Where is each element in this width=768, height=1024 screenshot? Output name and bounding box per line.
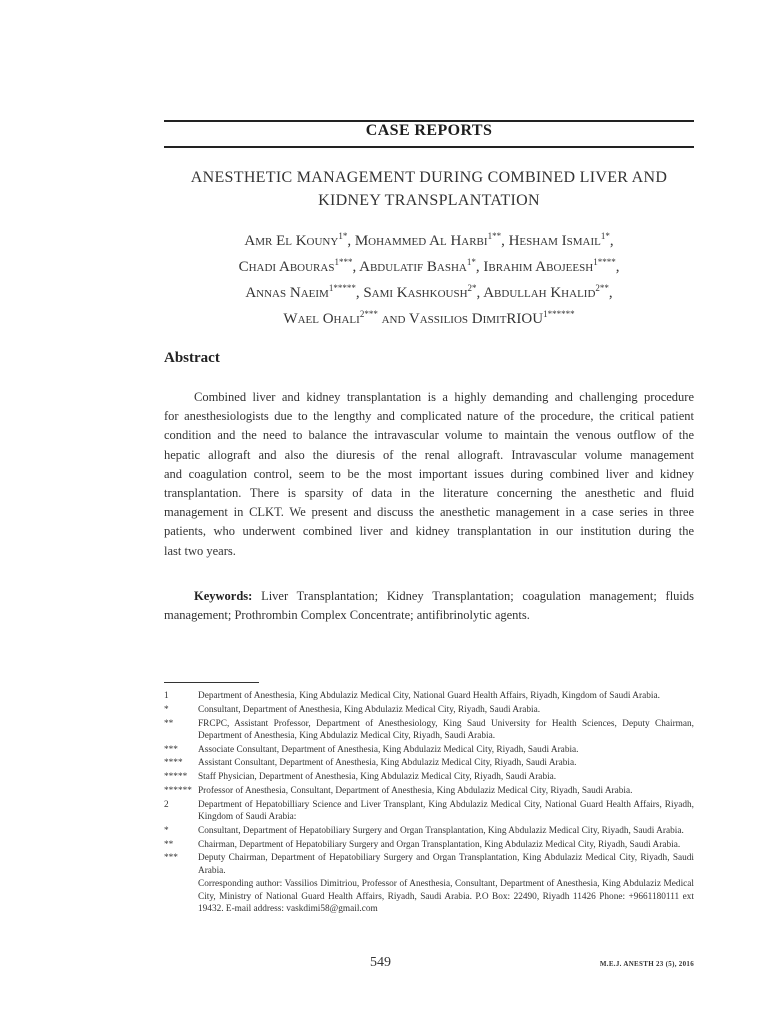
section-title: CASE REPORTS — [365, 122, 493, 139]
author-name: Chadi Abouras — [238, 259, 335, 275]
author-affiliation-mark: 1*** — [334, 257, 353, 267]
footnote-text: Consultant, Department of Anesthesia, King Abdulaziz Medical City, Riyadh, Saudi Arabia. — [198, 704, 541, 715]
author-affiliation-mark: 1* — [466, 257, 476, 267]
footnote-text: Department of Anesthesia, King Abdulaziz Medical City, National Guard Health Affairs, Riyadh, Kingdom of Saudi Arabia. — [198, 691, 660, 701]
footnote-separator — [164, 682, 259, 683]
author-affiliation-mark: 1** — [487, 231, 502, 241]
abstract-line: transplantation. There is sparsity of data in the literature concerning the anesthetic and fluid — [164, 485, 694, 500]
abstract-line: management in CLKT. We present and discuss the anesthetic management in a case series in three — [164, 505, 694, 520]
author-line: Chadi Abouras$^{1***}$, Abdulatif Basha$^{1*}$, Ibrahim Abojeesh$^{1****}$, — [238, 257, 620, 275]
author-affiliation-mark: 1**** — [593, 257, 616, 267]
footnote-marker: 1 — [164, 691, 169, 701]
article-title-line: ANESTHETIC MANAGEMENT DURING COMBINED LIVER AND — [190, 169, 668, 186]
author-name: Ibrahim Abojeesh — [483, 259, 594, 275]
footnote — [164, 799, 694, 823]
author-list — [164, 226, 694, 330]
footnote-marker: * — [164, 825, 169, 836]
footnote-text: Associate Consultant, Department of Anesthesia, King Abdulaziz Medical City, Riyadh, Saudi Arabia. — [198, 744, 579, 755]
footnote — [164, 744, 694, 756]
abstract-heading: Abstract — [164, 350, 220, 366]
footnote-text: Professor of Anesthesia, Consultant, Department of Anesthesia, King Abdulaziz Medical City, Riyadh, Saudi Arabia. — [198, 785, 633, 796]
keywords-line — [164, 587, 694, 606]
footnote-marker: ** — [164, 839, 174, 850]
footnote-text: Deputy Chairman, Department of Hepatobiliary Surgery and Organ Transplantation, King Abdulaziz Medical City, Riyadh, Saudi Arabia. — [198, 853, 694, 876]
author-affiliation-mark: 1* — [600, 231, 610, 241]
author-affiliation-mark: 1* — [338, 231, 348, 241]
corresponding-author-note — [164, 878, 694, 915]
footnote-marker: * — [164, 704, 169, 715]
author-affiliation-mark: 1***** — [328, 283, 356, 293]
author-affiliation-mark: 2** — [595, 283, 609, 293]
article-title-line: KIDNEY TRANSPLANTATION — [318, 192, 540, 209]
author-name: Amr El Kouny — [244, 233, 339, 249]
footnote-marker: *** — [164, 744, 178, 755]
abstract-line: Combined liver and kidney transplantation is a highly demanding and challenging procedure — [194, 390, 694, 404]
footnote-marker: ***** — [164, 772, 188, 783]
author-line: Amr El Kouny$^{1*}$, Mohammed Al Harbi$^{1**}$, Hesham Ismail$^{1*}$, — [244, 231, 614, 249]
footnote — [164, 757, 694, 769]
footnotes — [164, 690, 694, 917]
journal-citation: M.E.J. ANESTH 23 (5), 2016 — [599, 960, 694, 968]
footnote — [164, 839, 694, 851]
author-affiliation-mark: 2* — [467, 283, 477, 293]
footnote — [164, 785, 694, 797]
author-line: Annas Naeim$^{1*****}$, Sami Kashkoush$^{2*}$, Abdullah Khalid$^{2**}$, — [245, 283, 613, 301]
keywords-line: management; Prothrombin Complex Concentrate; antifibrinolytic agents. — [164, 608, 530, 623]
footnote-marker: 2 — [164, 799, 169, 810]
author-conjunction: and — [381, 311, 406, 327]
keywords-text: Liver Transplantation; Kidney Transplantation; coagulation management; fluids — [261, 589, 695, 603]
footnote-marker: ** — [164, 718, 174, 729]
keywords-label: Keywords: — [194, 589, 253, 603]
author-affiliation-mark: 1****** — [543, 309, 575, 319]
footnote-marker: ****** — [164, 785, 192, 796]
abstract-line: patients, who underwent combined liver and kidney transplantation in our institution during the — [164, 524, 694, 539]
footnote-text: Corresponding author: Vassilios Dimitriou, Professor of Anesthesia, Consultant, Department of Anesthesia, King Abdulaziz Medical City, Ministry of National Guard Health Affairs, Riyadh, Saudi Arabia. P.O Box: 22490, Riyadh 11426 Phone: +9661180111 ext 19432. E-mail address: vaskdimi58@gmail.com — [198, 879, 694, 914]
author-name: Wael Ohali — [283, 311, 360, 327]
footnote-marker: *** — [164, 853, 178, 864]
footnote-text: Department of Hepatobilliary Science and Liver Transplant, King Abdulaziz Medical City, National Guard Health Affairs, Riyadh, Kingdom of Saudi Arabia: — [198, 799, 694, 822]
footnote-text: Chairman, Department of Hepatobiliary Surgery and Organ Transplantation, King Abdulaziz Medical City, Riyadh, Saudi Arabia. — [198, 839, 681, 850]
footnote — [164, 690, 694, 702]
footnote-marker: **** — [164, 758, 183, 769]
author-name: Sami Kashkoush — [363, 285, 468, 301]
abstract-line: for anesthesiologists due to the lengthy and complicated nature of the procedure, the critical patient — [164, 409, 694, 424]
abstract-line: hepatic allograft and also the diuresis of the renal allograft. Intravascular volume management — [164, 447, 694, 462]
author-affiliation-mark: 2*** — [359, 309, 378, 319]
footnote — [164, 718, 694, 742]
author-name: Hesham Ismail — [508, 233, 601, 249]
footnote-text: Staff Physician, Department of Anesthesia, King Abdulaziz Medical City, Riyadh, Saudi Arabia. — [198, 772, 557, 783]
author-line — [164, 304, 694, 330]
author-name: Mohammed Al Harbi — [354, 233, 488, 249]
author-name: Vassilios DimitRIOU — [408, 311, 544, 327]
footnote — [164, 852, 694, 876]
footnote — [164, 825, 694, 837]
footnote — [164, 704, 694, 716]
footnote-text: FRCPC, Assistant Professor, Department of Anesthesiology, King Saud University for Health Sciences, Deputy Chairman, Department of Anesthesia, King Abdulaziz Medical City, Riyadh, Saudi Arabia. — [198, 718, 694, 741]
abstract-line: and coagulation control, seem to be the most important issues during combined liver and kidney — [164, 466, 694, 481]
footnote — [164, 771, 694, 783]
abstract-body — [164, 388, 694, 561]
author-name: Annas Naeim — [245, 285, 329, 301]
footnote-text: Consultant, Department of Hepatobiliary Surgery and Organ Transplantation, King Abdulaziz Medical City, Riyadh, Saudi Arabia. — [198, 825, 684, 836]
article-title — [164, 166, 694, 212]
author-name: Abdullah Khalid — [483, 285, 596, 301]
page-number: 549 — [370, 955, 391, 970]
author-name: Abdulatif Basha — [359, 259, 467, 275]
section-rule — [164, 146, 694, 148]
keywords-block — [164, 587, 694, 625]
abstract-line: last two years. — [164, 543, 236, 558]
footnote-text: Assistant Consultant, Department of Anesthesia, King Abdulaziz Medical City, Riyadh, Saudi Arabia. — [198, 758, 577, 769]
abstract-line: condition and the need to balance the intravascular volume to maintain the venous outflow of the — [164, 428, 694, 443]
